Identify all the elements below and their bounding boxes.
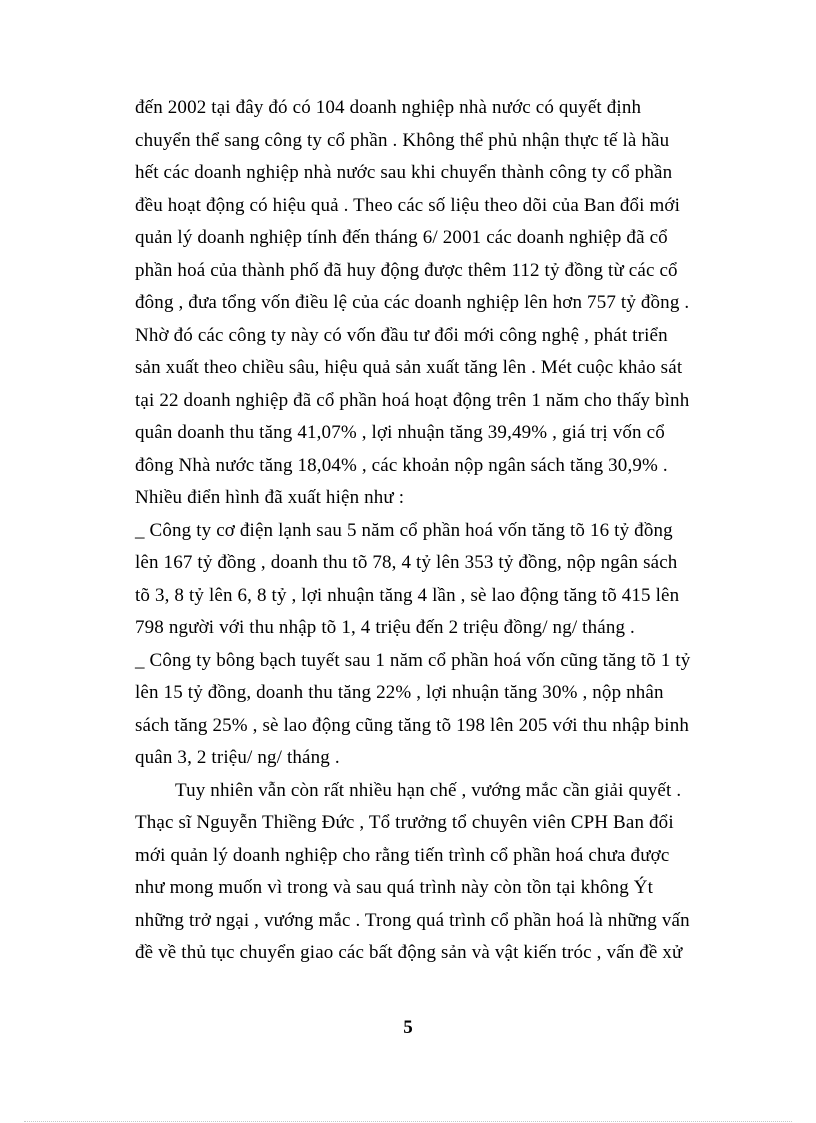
text-line: tại 22 doanh nghiệp đã cổ phần hoá hoạt động trên 1 năm cho thấy bình: [135, 389, 690, 411]
text-line: quân 3, 2 triệu/ ng/ tháng .: [135, 747, 340, 768]
text-line: sách tăng 25% , sè lao động cũng tăng tõ 198 lên 205 với thu nhập binh: [135, 714, 690, 736]
text-line: 798 người với thu nhập tõ 1, 4 triệu đến 2 triệu đồng/ ng/ tháng .: [135, 617, 635, 638]
text-line: mới quản lý doanh nghiệp cho rằng tiến trình cổ phần hoá chưa được: [135, 844, 670, 866]
text-line: tõ 3, 8 tỷ lên 6, 8 tỷ , lợi nhuận tăng 4 lần , sè lao động tăng tõ 415 lên: [135, 584, 680, 606]
text-line: lên 167 tỷ đồng , doanh thu tõ 78, 4 tỷ lên 353 tỷ đồng, nộp ngân sách: [135, 552, 678, 573]
text-line: Tuy nhiên vẫn còn rất nhiều hạn chế , vướng mắc cần giải quyết .: [175, 779, 682, 801]
text-line: quản lý doanh nghiệp tính đến tháng 6/ 2001 các doanh nghiệp đã cổ: [135, 227, 668, 248]
text-line: hết các doanh nghiệp nhà nước sau khi chuyển thành công ty cổ phần: [135, 162, 673, 183]
text-line: lên 15 tỷ đồng, doanh thu tăng 22% , lợi nhuận tăng 30% , nộp nhân: [135, 682, 664, 703]
text-line: đông , đưa tổng vốn điều lệ của các doanh nghiệp lên hơn 757 tỷ đồng .: [135, 292, 690, 313]
text-line: Nhờ đó các công ty này có vốn đầu tư đổi mới công nghệ , phát triển: [135, 324, 668, 346]
text-line: phần hoá của thành phố đã huy động được thêm 112 tỷ đồng từ các cổ: [135, 259, 678, 281]
text-line: Nhiều điển hình đã xuất hiện như :: [135, 487, 405, 508]
text-line: sản xuất theo chiều sâu, hiệu quả sản xuất tăng lên . Mét cuộc khảo sát: [135, 357, 683, 378]
text-line: đều hoạt động có hiệu quả . Theo các số liệu theo dõi của Ban đổi mới: [135, 194, 681, 216]
text-line: đề về thủ tục chuyển giao các bất động sản và vật kiến tróc , vấn đề xử: [135, 942, 683, 963]
page-edge-divider: [24, 1121, 792, 1122]
body-text: [135, 92, 725, 970]
text-line: chuyển thể sang công ty cổ phần . Không thể phủ nhận thực tế là hầu: [135, 129, 670, 151]
text-line: những trở ngại , vướng mắc . Trong quá trình cổ phần hoá là những vấn: [135, 909, 690, 931]
text-line: quân doanh thu tăng 41,07% , lợi nhuận tăng 39,49% , giá trị vốn cổ: [135, 422, 665, 443]
text-line: _ Công ty cơ điện lạnh sau 5 năm cổ phần hoá vốn tăng tõ 16 tỷ đồng: [135, 519, 673, 541]
text-line: đông Nhà nước tăng 18,04% , các khoản nộp ngân sách tăng 30,9% .: [135, 454, 668, 476]
page-number: 5: [403, 1017, 413, 1038]
text-line: đến 2002 tại đây đó có 104 doanh nghiệp nhà nước có quyết định: [135, 97, 642, 118]
text-line: như mong muốn vì trong và sau quá trình này còn tồn tại không Ýt: [135, 877, 654, 898]
text-line: _ Công ty bông bạch tuyết sau 1 năm cổ phần hoá vốn cũng tăng tõ 1 tỷ: [135, 649, 691, 671]
text-line: Thạc sĩ Nguyễn Thiềng Đức , Tổ trưởng tổ chuyên viên CPH Ban đổi: [135, 812, 674, 833]
